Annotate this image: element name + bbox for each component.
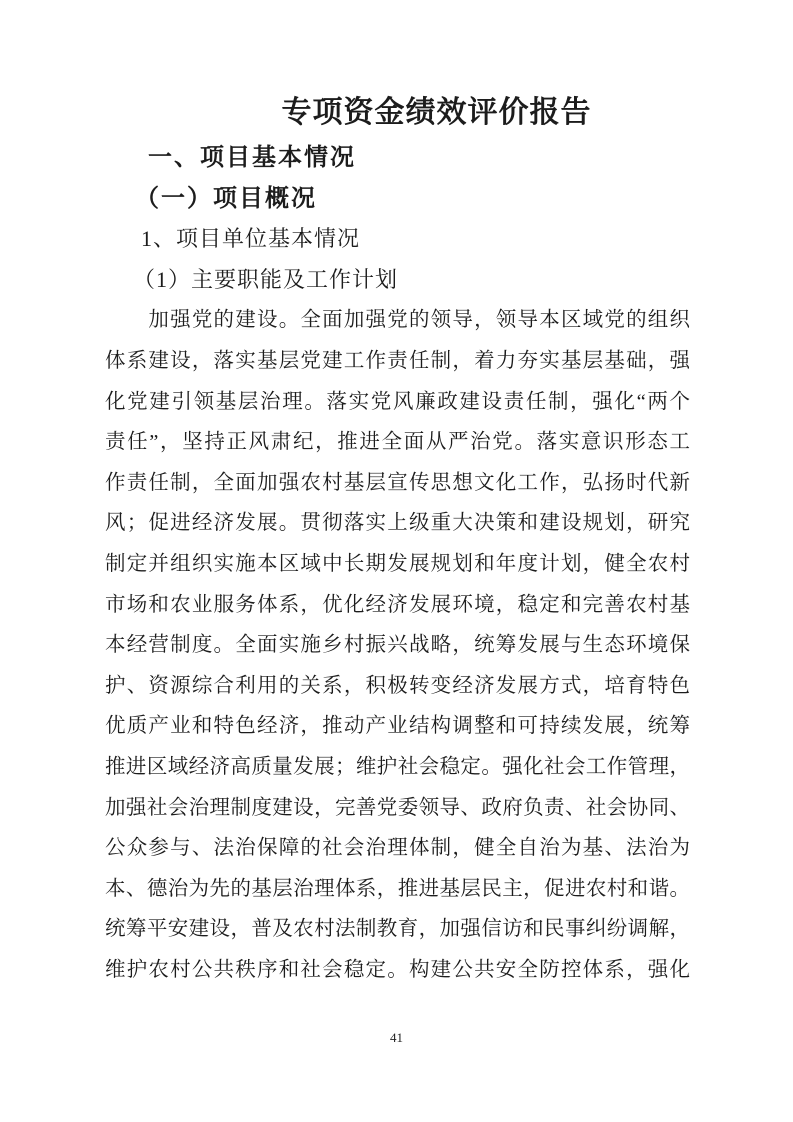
body-line: 加强社会治理制度建设，完善党委领导、政府负责、社会协同、 bbox=[105, 796, 690, 819]
body-paragraph bbox=[105, 300, 690, 990]
heading-subsection: （一）项目概况 bbox=[135, 185, 317, 212]
body-line: 本经营制度。全面实施乡村振兴战略，统筹发展与生态环境保 bbox=[105, 634, 690, 657]
body-line: 护、资源综合利用的关系，积极转变经济发展方式，培育特色 bbox=[105, 674, 690, 697]
document-content bbox=[105, 0, 690, 990]
body-line: 制定并组织实施本区域中长期发展规划和年度计划，健全农村 bbox=[105, 552, 690, 575]
body-line: 体系建设，落实基层党建工作责任制，着力夯实基层基础，强 bbox=[105, 349, 690, 372]
body-line: 公众参与、法治保障的社会治理体制，健全自治为基、法治为 bbox=[105, 837, 690, 860]
body-line: 推进区域经济高质量发展；维护社会稳定。强化社会工作管理， bbox=[105, 755, 690, 778]
page-title: 专项资金绩效评价报告 bbox=[281, 96, 592, 129]
body-line: 优质产业和特色经济，推动产业结构调整和可持续发展，统筹 bbox=[105, 715, 690, 738]
body-line: 加强党的建设。全面加强党的领导，领导本区域党的组织 bbox=[105, 309, 690, 332]
body-line: 作责任制，全面加强农村基层宣传思想文化工作，弘扬时代新 bbox=[105, 471, 690, 494]
heading-section: 一、项目基本情况 bbox=[148, 145, 356, 171]
body-line: 责任”，坚持正风肃纪，推进全面从严治党。落实意识形态工 bbox=[105, 431, 690, 454]
body-line: 维护农村公共秩序和社会稳定。构建公共安全防控体系，强化 bbox=[105, 958, 690, 981]
body-line: 风；促进经济发展。贯彻落实上级重大决策和建设规划，研究 bbox=[105, 512, 690, 535]
body-line: 本、德治为先的基层治理体系，推进基层民主，促进农村和谐。 bbox=[105, 877, 690, 900]
body-line: 统筹平安建设，普及农村法制教育，加强信访和民事纠纷调解， bbox=[105, 918, 690, 941]
heading-subitem: （1）主要职能及工作计划 bbox=[133, 266, 399, 292]
page-number: 41 bbox=[390, 1030, 403, 1045]
body-line: 市场和农业服务体系，优化经济发展环境，稳定和完善农村基 bbox=[105, 593, 690, 616]
body-line: 化党建引领基层治理。落实党风廉政建设责任制，强化“两个 bbox=[105, 390, 690, 413]
heading-item: 1、项目单位基本情况 bbox=[141, 226, 361, 252]
